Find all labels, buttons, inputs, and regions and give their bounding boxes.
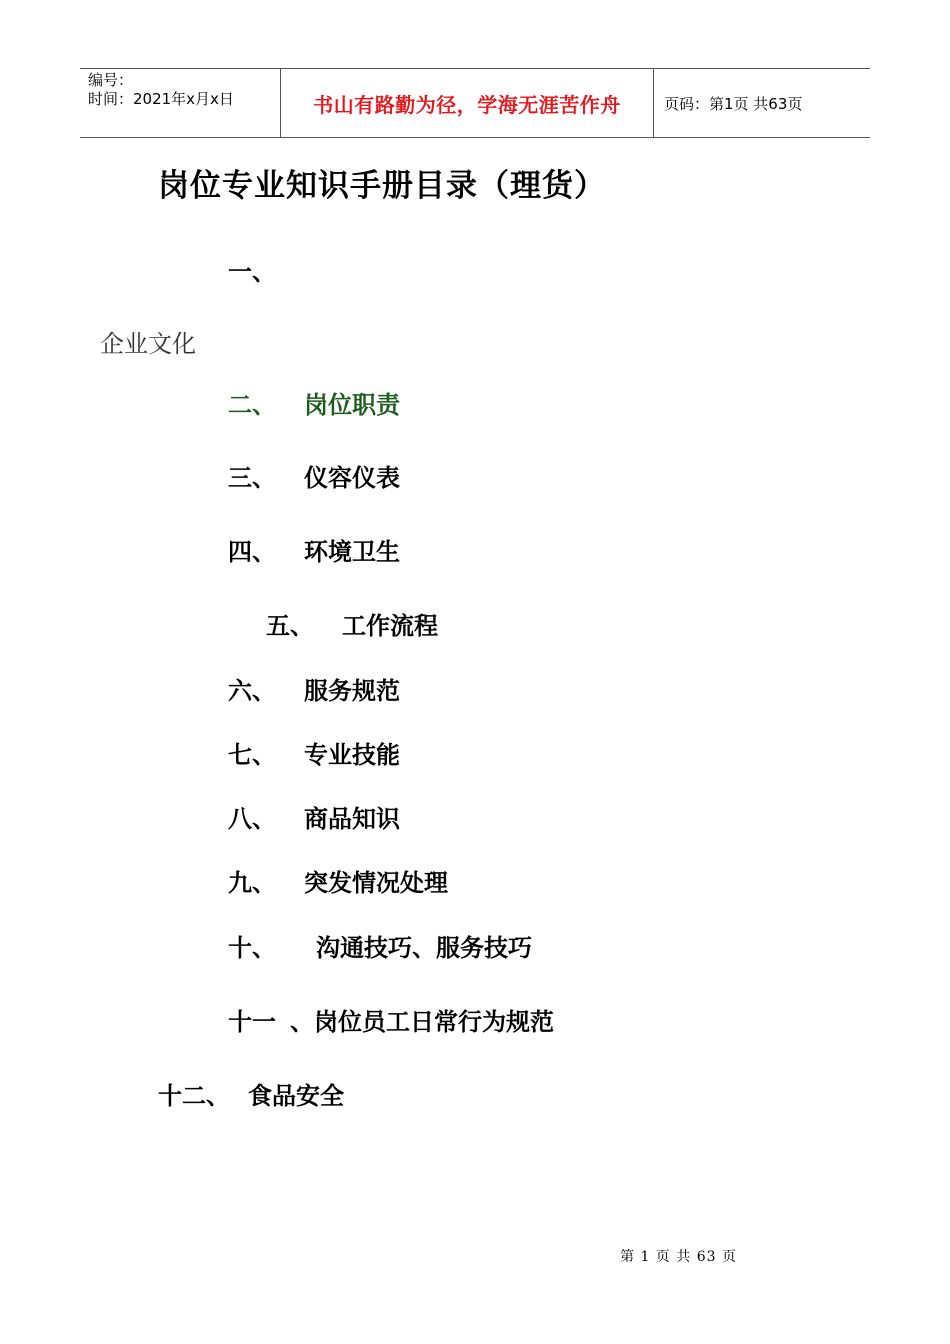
toc-number: 四、 (228, 538, 276, 566)
toc-text: 专业技能 (304, 741, 400, 769)
toc-text: 工作流程 (342, 612, 438, 640)
toc-number: 十二、 (158, 1082, 230, 1110)
toc-text: 沟通技巧、服务技巧 (316, 934, 532, 962)
header-motto: 书山有路勤为径，学海无涯苦作舟 (281, 69, 654, 137)
toc-number: 九、 (228, 869, 276, 897)
toc-number: 七、 (228, 741, 276, 769)
toc-number: 十、 (228, 934, 276, 962)
number-label: 编号： (88, 71, 134, 89)
toc-number: 五、 (266, 612, 314, 640)
toc-text: 突发情况处理 (304, 869, 448, 897)
toc-text: 、岗位员工日常行为规范 (290, 1008, 554, 1036)
header-page-label: 页码：第1页 共63页 (664, 94, 803, 113)
toc-text: 商品知识 (304, 805, 400, 833)
header-meta (80, 69, 281, 137)
page-footer: 第 1 页 共 63 页 (620, 1249, 737, 1265)
toc-number: 一、 (228, 258, 276, 286)
page-header (80, 68, 870, 138)
toc-text: 岗位职责 (304, 391, 400, 419)
toc-number: 三、 (228, 464, 276, 492)
time-label: 时间：2021年x月x日 (88, 90, 234, 108)
page-title: 岗位专业知识手册目录（理货） (158, 168, 606, 204)
toc-number: 二、 (228, 391, 276, 419)
toc-text: 食品安全 (248, 1082, 344, 1110)
toc-number: 六、 (228, 677, 276, 705)
toc-text: 仪容仪表 (304, 464, 400, 492)
toc-item-1-text: 企业文化 (100, 330, 196, 358)
toc-number: 十一 (228, 1008, 276, 1036)
toc-number: 八、 (228, 805, 276, 833)
toc-text: 服务规范 (304, 677, 400, 705)
toc-text: 环境卫生 (304, 538, 400, 566)
